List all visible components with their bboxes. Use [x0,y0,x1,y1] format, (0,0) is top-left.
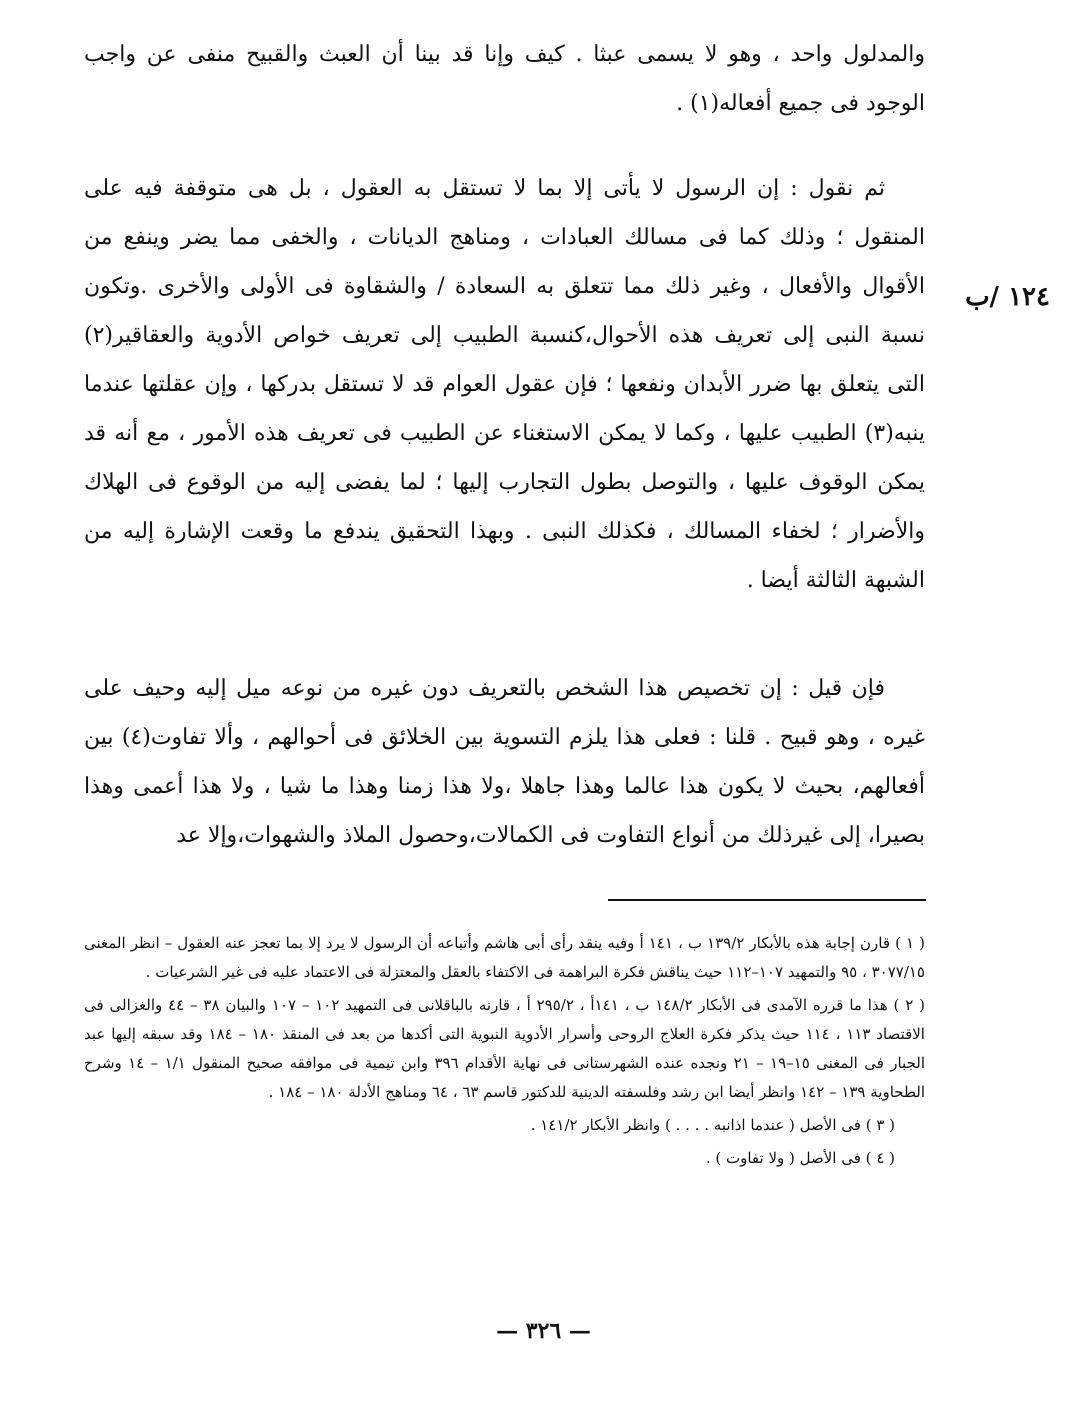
page-number: — ٣٢٦ — [496,1318,591,1344]
paragraph-text: ثم نقول : إن الرسول لا يأتى إلا بما لا تستقل به العقول ، بل هى متوقفة فيه على المنقول ؛ وذلك كما فى مسالك العبادات ، ومناهج الديانات ، والخفى مما يضر وينفع من الأقوال والأفعال ، وغير ذلك مما تتعلق به السعادة / والشقاوة فى الأولى والأخرى .وتكون نسبة النبى إلى تعريف هذه الأحوال،كنسبة الطبيب إلى تعريف خواص الأدوية والعقاقير(٢) التى يتعلق بها ضرر الأبدان ونفعها ؛ فإن عقول العوام قد لا تستقل بدركها ، وإن عقلتها عندما ينبه(٣) الطبيب عليها ، وكما لا يمكن الاستغناء عن الطبيب فى تعريف هذه الأمور ، مع أنه قد يمكن الوقوف عليها ، والتوصل بطول التجارب إليها ؛ لما يفضى إليه من الوقوع فى الهلاك والأضرار ؛ لخفاء المسالك ، فكذلك النبى . وبهذا التحقيق يندفع ما وقعت الإشارة إليه من الشبهة الثالثة أيضا . [84,176,925,593]
footnote-separator-rule [608,899,926,901]
body-paragraph-1 [84,30,925,128]
footnote-1: ( ١ ) قارن إجابة هذه بالأبكار ١٣٩/٢ ب ، ١٤١ أ وفيه ينقد رأى أبى هاشم وأتباعه أن الرسول لا يرد إلا بما تعجز عنه العقول – انظر المغنى ٣٠٧٧/١٥ ، ٩٥ والتمهيد ١٠٧–١١٢ حيث يناقش فكرة البراهمة فى الاكتفاء بالعقل والمعتزلة فى الاعتماد عليه فى غير الشرعيات . [84,934,925,981]
body-paragraph-3 [84,664,925,860]
body-paragraph-2 [84,164,925,605]
footnote-4: ( ٤ ) فى الأصل ( ولا تفاوت ) . [705,1149,895,1167]
folio-margin-marker: ١٢٤ /ب [965,282,1050,312]
paragraph-text: والمدلول واحد ، وهو لا يسمى عبثا . كيف وإنا قد بينا أن العبث والقبيح منفى عن واجب الوجود فى جميع أفعاله(١) . [84,42,925,116]
footnote-2: ( ٢ ) هذا ما قرره الآمدى فى الأبكار ١٤٨/٢ ب ، ١٤١أ ، ٢٩٥/٢ أ ، قارنه بالباقلانى فى التمهيد ١٠٢ – ١٠٧ والبيان ٣٨ – ٤٤ والغزالى فى الاقتصاد ١١٣ ، ١١٤ حيث يذكر فكرة العلاج الروحى وأسرار الأدوية النبوية التى أكدها من بعد فى المنقذ ١٨٠ – ١٨٤ وقد سبقه إليها عبد الجبار فى المغنى ١٥–١٩ – ٢١ ونجده عنده الشهرستانى فى نهاية الأقدام ٣٩٦ وابن تيمية فى موافقه صحيح المنقول ١/١ – ١٤ وشرح الطحاوية ١٣٩ – ١٤٢ وانظر أيضا ابن رشد وفلسفته الدينية للدكتور قاسم ٦٣ ، ٦٤ ومناهج الأدلة ١٨٠ – ١٨٤ . [84,996,926,1101]
footnotes-section [84,929,925,1177]
footnote-3: ( ٣ ) فى الأصل ( عندما اذانبه . . . . ) وانظر الأبكار ١٤١/٢ . [530,1116,895,1134]
paragraph-text: فإن قيل : إن تخصيص هذا الشخص بالتعريف دون غيره من نوعه ميل إليه وحيف على غيره ، وهو قبيح . قلنا : فعلى هذا يلزم التسوية بين الخلائق فى أحوالهم ، وألا تفاوت(٤) بين أفعالهم، بحيث لا يكون هذا عالما وهذا جاهلا ،ولا هذا زمنا وهذا ما شيا ، ولا هذا أعمى وهذا بصيرا، إلى غيرذلك من أنواع التفاوت فى الكمالات،وحصول الملاذ والشهوات،وإلا عد [84,676,925,848]
